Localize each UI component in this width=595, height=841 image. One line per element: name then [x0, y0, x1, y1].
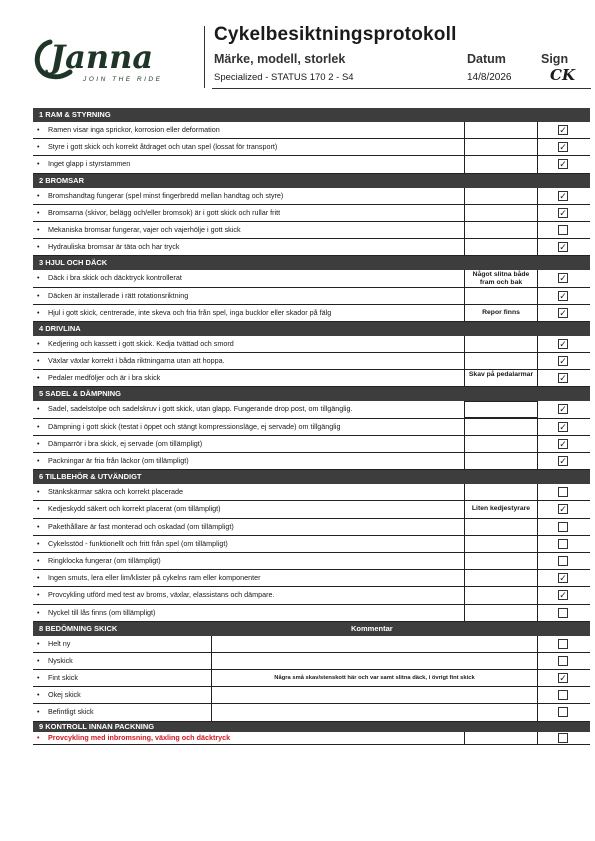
- checklist-row: [33, 139, 590, 156]
- checklist-row: [33, 401, 590, 418]
- checkmark-icon: ✓: [559, 307, 567, 318]
- comment-field[interactable]: [464, 605, 538, 621]
- assessment-row: [33, 670, 590, 687]
- comment-text: [465, 156, 537, 157]
- section-header: 5 SADEL & DÄMPNING: [33, 387, 590, 401]
- check-box[interactable]: [558, 404, 568, 414]
- checkmark-icon: ✓: [559, 159, 567, 170]
- comment-text: Repor finns: [482, 308, 520, 316]
- comment-field[interactable]: [464, 501, 538, 517]
- bullet-icon: •: [37, 638, 40, 648]
- bullet-icon: •: [37, 590, 40, 600]
- check-box[interactable]: [558, 339, 568, 349]
- row-label: Helt ny: [48, 638, 71, 648]
- checklist-row: [33, 305, 590, 322]
- row-label: Nyckel till lås finns (om tillämpligt): [48, 607, 156, 617]
- bullet-icon: •: [37, 555, 40, 565]
- row-label: Okej skick: [48, 690, 81, 700]
- checkmark-icon: ✓: [559, 438, 567, 449]
- sign-heading: Sign: [541, 52, 569, 66]
- check-box[interactable]: [558, 273, 568, 283]
- check-box[interactable]: [558, 456, 568, 466]
- checklist-row: [33, 501, 590, 518]
- bullet-icon: •: [37, 573, 40, 583]
- bullet-icon: •: [37, 456, 40, 465]
- checklist-row: [33, 122, 590, 139]
- bullet-icon: •: [37, 207, 40, 217]
- row-label: Provcykling utförd med test av broms, växlar, elassistans och dämpare.: [48, 590, 275, 600]
- section-header: 9 KONTROLL INNAN PACKNING: [33, 722, 590, 732]
- date-heading: Datum: [467, 52, 506, 66]
- comment-field[interactable]: [464, 436, 538, 452]
- check-box[interactable]: [558, 487, 568, 497]
- comment-text: [465, 353, 537, 354]
- checkmark-icon: ✓: [559, 273, 567, 284]
- comment-text: [465, 288, 537, 289]
- signature: CK: [550, 66, 575, 84]
- section-header: 2 BROMSAR: [33, 174, 590, 188]
- row-label: Däcken är installerade i rätt rotationsriktning: [48, 290, 189, 300]
- section-header: 6 TILLBEHÖR & UTVÄNDIGT: [33, 470, 590, 484]
- row-label: Kedjering och kassett i gott skick. Kedja tvättad och smord: [48, 338, 234, 348]
- checkmark-icon: ✓: [559, 373, 567, 384]
- row-label: Packningar är fria från läckor (om tillämpligt): [48, 456, 189, 465]
- check-box[interactable]: [558, 556, 568, 566]
- comment-text: [465, 536, 537, 537]
- bullet-icon: •: [37, 273, 40, 283]
- comment-field[interactable]: [464, 336, 538, 352]
- check-box[interactable]: [558, 573, 568, 583]
- checkmark-icon: ✓: [559, 590, 567, 601]
- bullet-icon: •: [37, 338, 40, 348]
- comment-text: [465, 188, 537, 189]
- row-label: Provcykling med inbromsning, växling och däcktryck: [48, 732, 231, 742]
- comment-field[interactable]: [464, 553, 538, 569]
- bullet-icon: •: [37, 125, 40, 134]
- comment-text: [465, 139, 537, 140]
- assessment-row: [33, 653, 590, 670]
- comment-field[interactable]: [211, 687, 538, 703]
- janna-logo: [28, 30, 193, 88]
- section-header: [33, 622, 590, 636]
- row-label: Inget glapp i styrstammen: [48, 159, 131, 169]
- check-box[interactable]: [558, 439, 568, 449]
- comment-field[interactable]: [464, 484, 538, 500]
- comment-field[interactable]: [464, 519, 538, 535]
- comment-text: [465, 519, 537, 520]
- comment-text: [465, 553, 537, 554]
- checkmark-icon: ✓: [559, 242, 567, 253]
- comment-text: [465, 419, 537, 420]
- checkmark-icon: ✓: [559, 504, 567, 515]
- checklist-row: [33, 353, 590, 370]
- comment-text: [465, 205, 537, 206]
- check-box[interactable]: [558, 422, 568, 432]
- checklist-row: [33, 436, 590, 453]
- comment-text: Liten kedjestyrare: [471, 505, 531, 513]
- row-label: Dämparrör i bra skick, ej servade (om tillämpligt): [48, 438, 203, 448]
- row-label: Ramen visar inga sprickor, korrosion eller deformation: [48, 125, 220, 134]
- row-label: Fint skick: [48, 673, 78, 683]
- check-box[interactable]: [558, 208, 568, 218]
- bullet-icon: •: [37, 190, 40, 200]
- comment-field[interactable]: [464, 239, 538, 255]
- checklist-row: [33, 270, 590, 287]
- bullet-icon: •: [37, 655, 40, 665]
- row-label: Bromsarna (skivor, belägg och/eller bromsok) är i gott skick och rullar fritt: [48, 207, 281, 217]
- checkmark-icon: ✓: [559, 573, 567, 584]
- logo-wordmark: Janna: [50, 38, 154, 76]
- row-label: Bromshandtag fungerar (spel minst fingerbredd mellan handtag och styre): [48, 190, 284, 200]
- checklist-row: [33, 288, 590, 305]
- checkmark-icon: ✓: [559, 125, 567, 135]
- row-label: Befintligt skick: [48, 707, 94, 717]
- check-box[interactable]: [558, 142, 568, 152]
- page-title: Cykelbesiktningsprotokoll: [214, 24, 457, 45]
- checklist-row: [33, 370, 590, 387]
- comment-field[interactable]: [464, 156, 538, 172]
- checklist-row: [33, 553, 590, 570]
- comment-text: Skav på pedalarmar: [468, 371, 534, 379]
- bullet-icon: •: [37, 421, 40, 431]
- check-box[interactable]: [558, 608, 568, 618]
- section-title: 8 BEDÖMNING SKICK: [39, 623, 118, 633]
- check-box[interactable]: [558, 733, 568, 743]
- check-box[interactable]: [558, 191, 568, 201]
- bullet-icon: •: [37, 142, 40, 152]
- bullet-icon: •: [37, 159, 40, 169]
- row-label: Nyskick: [48, 655, 73, 665]
- check-box[interactable]: [558, 690, 568, 700]
- row-label: Pedaler medföljer och är i bra skick: [48, 373, 161, 383]
- check-box[interactable]: [558, 242, 568, 252]
- bullet-icon: •: [37, 521, 40, 531]
- checklist-row: [33, 732, 590, 745]
- date-value: 14/8/2026: [467, 72, 512, 83]
- row-label: Hjul i gott skick, centrerade, inte skeva och fria från spel, inga bucklor eller skador på fälg: [48, 307, 332, 317]
- model-heading: Märke, modell, storlek: [214, 52, 346, 66]
- checkmark-icon: ✓: [559, 421, 567, 432]
- row-label: Sadel, sadelstolpe och sadelskruv i gott skick, utan glapp. Fungerande drop post, om tillgänglig.: [48, 404, 353, 414]
- checklist-row: [33, 570, 590, 587]
- comment-field[interactable]: [464, 587, 538, 603]
- checklist-row: [33, 188, 590, 205]
- checklist-row: [33, 587, 590, 604]
- comment-field[interactable]: [464, 453, 538, 469]
- bullet-icon: •: [37, 356, 40, 366]
- comment-field[interactable]: [464, 288, 538, 304]
- row-label: Pakethållare är fast monterad och oskadad (om tillämpligt): [48, 521, 234, 531]
- bullet-icon: •: [37, 673, 40, 683]
- checkmark-icon: ✓: [559, 404, 567, 415]
- check-box[interactable]: [558, 656, 568, 666]
- checklist-row: [33, 156, 590, 173]
- check-box[interactable]: [558, 673, 568, 683]
- row-label: Kedjeskydd säkert och korrekt placerat (om tillämpligt): [48, 504, 221, 514]
- comment-field[interactable]: [464, 353, 538, 369]
- bullet-icon: •: [37, 438, 40, 448]
- section-header: 3 HJUL OCH DÄCK: [33, 256, 590, 270]
- checklist-row: [33, 453, 590, 470]
- comment-text: Några små skav/stenskott här och var samt slitna däck, i övrigt fint skick: [274, 675, 475, 682]
- comment-field[interactable]: [464, 370, 538, 386]
- comment-field[interactable]: [464, 188, 538, 204]
- check-box[interactable]: [558, 504, 568, 514]
- check-box[interactable]: [558, 639, 568, 649]
- check-box[interactable]: [558, 707, 568, 717]
- checkmark-icon: ✓: [559, 356, 567, 367]
- comment-text: [465, 402, 537, 403]
- row-label: Dämpning i gott skick (testat i öppet och stängt kompressionsläge, ej servade) om tillgänglig: [48, 421, 341, 431]
- comment-field[interactable]: [464, 205, 538, 221]
- comment-text: Något slitna både fram och bak: [472, 271, 530, 287]
- comment-text: [465, 605, 537, 606]
- comment-field[interactable]: [464, 305, 538, 321]
- checkmark-icon: ✓: [559, 673, 567, 684]
- inspection-form: [33, 108, 590, 745]
- check-box[interactable]: [558, 291, 568, 301]
- bullet-icon: •: [37, 538, 40, 548]
- check-box[interactable]: [558, 125, 568, 135]
- checkmark-icon: ✓: [559, 338, 567, 349]
- comment-field[interactable]: [464, 732, 538, 744]
- checklist-row: [33, 536, 590, 553]
- logo-tagline: JOIN THE RIDE: [83, 76, 163, 83]
- row-label: Styre i gott skick och korrekt åtdraget och utan spel (lossat för transport): [48, 142, 278, 152]
- comment-field[interactable]: [211, 704, 538, 720]
- bullet-icon: •: [37, 607, 40, 617]
- row-label: Däck i bra skick och däcktryck kontrollerat: [48, 273, 182, 283]
- bullet-icon: •: [37, 373, 40, 383]
- comment-text: [465, 222, 537, 223]
- row-label: Ringklocka fungerar (om tillämpligt): [48, 555, 161, 565]
- comment-field[interactable]: [464, 122, 538, 138]
- checklist-row: [33, 419, 590, 436]
- check-box[interactable]: [558, 308, 568, 318]
- checkmark-icon: ✓: [559, 142, 567, 153]
- comment-column-header: Kommentar: [351, 623, 393, 633]
- comment-text: [465, 453, 537, 454]
- check-box[interactable]: [558, 159, 568, 169]
- check-box[interactable]: [558, 522, 568, 532]
- comment-field[interactable]: [464, 270, 538, 286]
- assessment-row: [33, 636, 590, 653]
- bullet-icon: •: [37, 732, 40, 742]
- section-header: 1 RAM & STYRNING: [33, 108, 590, 122]
- checkmark-icon: ✓: [559, 290, 567, 301]
- comment-field[interactable]: [464, 419, 538, 435]
- bullet-icon: •: [37, 307, 40, 317]
- checklist-row: [33, 484, 590, 501]
- comment-field[interactable]: [464, 139, 538, 155]
- comment-field[interactable]: [464, 222, 538, 238]
- comment-text: [465, 732, 537, 733]
- comment-field[interactable]: [211, 653, 538, 669]
- comment-text: [465, 436, 537, 437]
- bullet-icon: •: [37, 690, 40, 700]
- row-label: Cykelsstöd - funktionellt och fritt från spel (om tillämpligt): [48, 538, 228, 548]
- checklist-row: [33, 519, 590, 536]
- checklist-row: [33, 205, 590, 222]
- row-label: Ingen smuts, lera eller lim/klister på cykelns ram eller komponenter: [48, 573, 261, 583]
- row-label: Mekaniska bromsar fungerar, vajer och vajerhölje i gott skick: [48, 224, 241, 234]
- check-box[interactable]: [558, 590, 568, 600]
- assessment-row: [33, 704, 590, 721]
- row-label: Växlar växlar korrekt i båda riktningarna utan att hoppa.: [48, 356, 225, 366]
- comment-text: [465, 336, 537, 337]
- checklist-row: [33, 336, 590, 353]
- model-value: Specialized - STATUS 170 2 - S4: [214, 72, 354, 83]
- row-label: Hydrauliska bromsar är täta och har tryck: [48, 242, 180, 252]
- comment-text: [465, 587, 537, 588]
- row-label: Stänkskärmar säkra och korrekt placerade: [48, 487, 184, 497]
- check-box[interactable]: [558, 356, 568, 366]
- header-underline: [212, 88, 591, 89]
- check-box[interactable]: [558, 373, 568, 383]
- bullet-icon: •: [37, 404, 40, 414]
- comment-field[interactable]: [464, 536, 538, 552]
- checkmark-icon: ✓: [559, 190, 567, 201]
- check-box[interactable]: [558, 539, 568, 549]
- comment-text: [465, 484, 537, 485]
- checklist-row: [33, 239, 590, 256]
- comment-text: [465, 122, 537, 123]
- bullet-icon: •: [37, 487, 40, 497]
- checkmark-icon: ✓: [559, 207, 567, 218]
- bullet-icon: •: [37, 224, 40, 234]
- comment-field[interactable]: [464, 401, 538, 418]
- checkmark-icon: ✓: [559, 456, 567, 466]
- comment-text: [465, 239, 537, 240]
- comment-field[interactable]: [211, 636, 538, 652]
- check-box[interactable]: [558, 225, 568, 235]
- header-divider: [204, 26, 205, 88]
- assessment-row: [33, 687, 590, 704]
- bullet-icon: •: [37, 242, 40, 252]
- checklist-row: [33, 605, 590, 622]
- comment-field[interactable]: [464, 570, 538, 586]
- section-header: 4 DRIVLINA: [33, 322, 590, 336]
- checklist-row: [33, 222, 590, 239]
- comment-field[interactable]: [211, 670, 538, 686]
- comment-text: [465, 570, 537, 571]
- bullet-icon: •: [37, 504, 40, 514]
- bullet-icon: •: [37, 290, 40, 300]
- bullet-icon: •: [37, 707, 40, 717]
